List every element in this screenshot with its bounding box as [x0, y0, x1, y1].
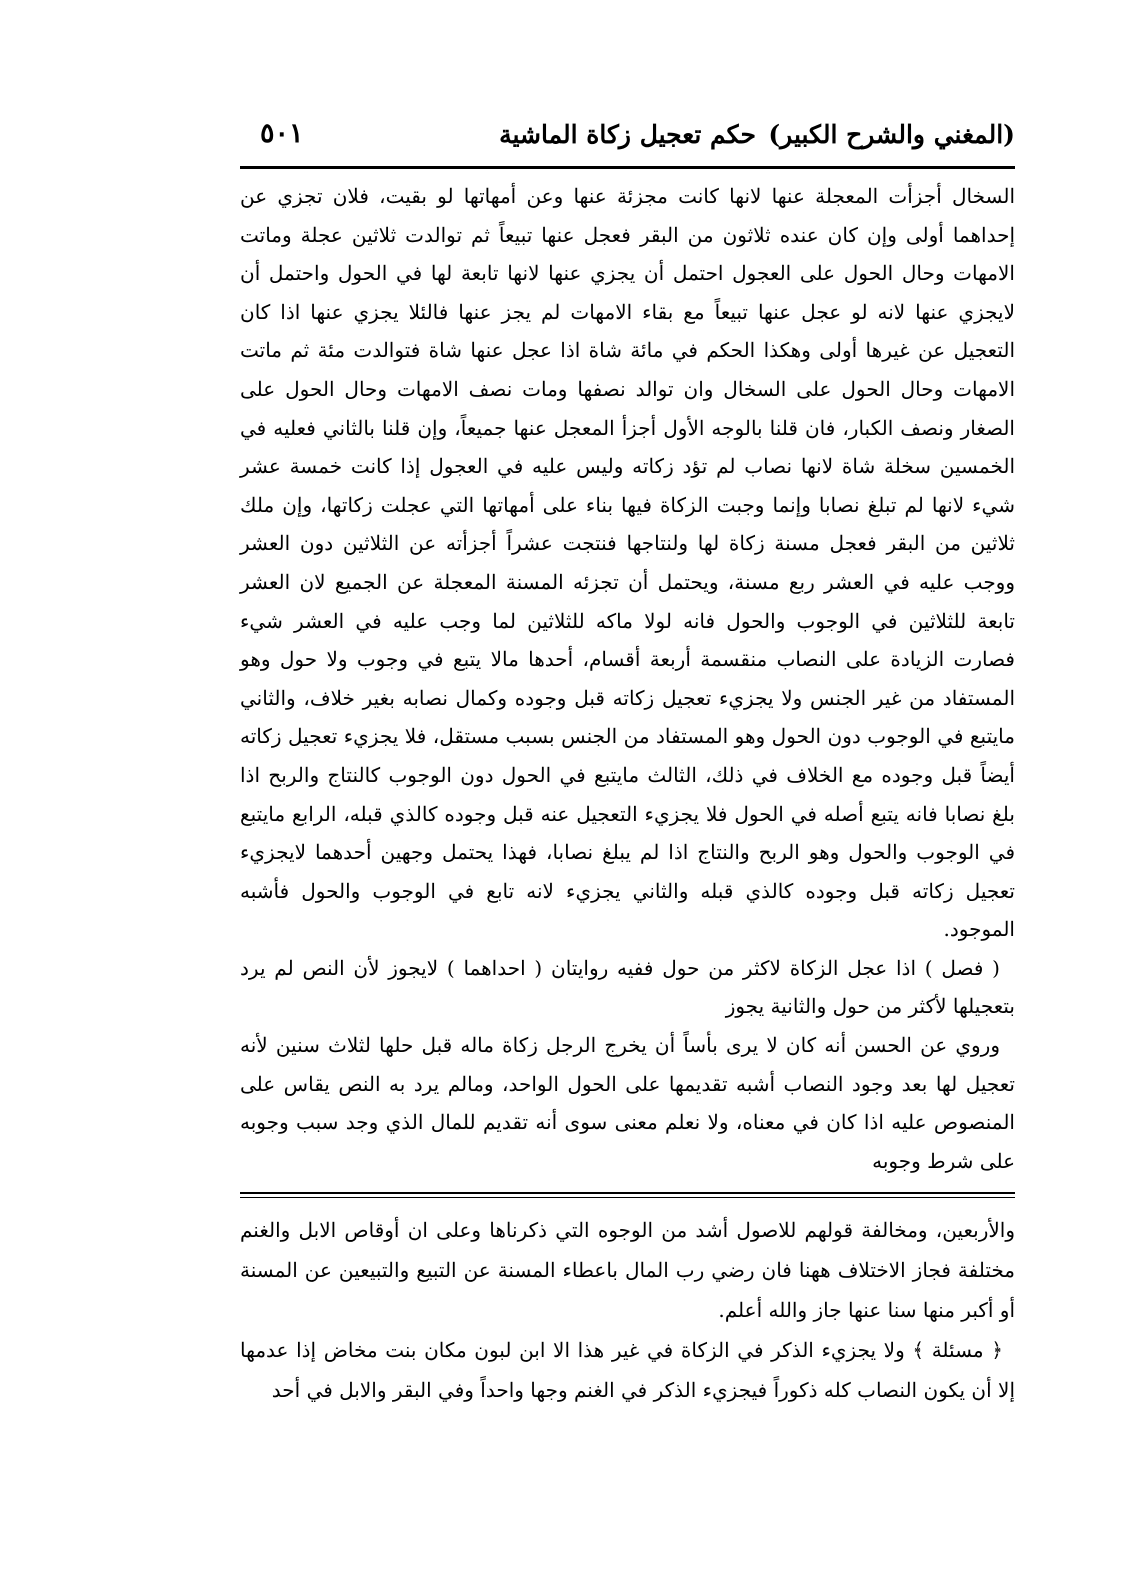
page-number: ٥٠١ [260, 118, 304, 149]
header-rule [240, 166, 1015, 169]
footnote-divider [240, 1192, 1015, 1198]
running-header [240, 120, 1015, 160]
main-text [240, 177, 1015, 1180]
commentary-paragraph: ﴿ مسئلة ﴾ ولا يجزيء الذكر في الزكاة في غير هذا الا ابن لبون مكان بنت مخاض إذا عدمها إلا أن يكون النصاب كله ذكوراً فيجزيء الذكر في الغنم وجها واحداً وفي البقر والابل في أحد [240, 1338, 1015, 1403]
main-paragraph: ( فصل ) اذا عجل الزكاة لاكثر من حول ففيه روايتان ( احداهما ) لايجوز لأن النص لم يرد بتعجيلها لأكثر من حول والثانية يجوز [240, 955, 1015, 1019]
main-paragraph: وروي عن الحسن أنه كان لا يرى بأساً أن يخرج الرجل زكاة ماله قبل حلها لثلاث سنين لأنه تعجيل لها بعد وجود النصاب أشبه تقديمها على الحول الواحد، ومالم يرد به النص يقاس على المنصوص عليه اذا كان في معناه، ولا نعلم معنى سوى أنه تقديم للمال الذي وجد سبب وجوبه على شرط وجوبه [240, 1033, 1015, 1173]
commentary-paragraph: والأربعين، ومخالفة قولهم للاصول أشد من الوجوه التي ذكرناها وعلى ان أوقاص الابل والغنم مختلفة فجاز الاختلاف ههنا فان رضي رب المال باعطاء المسنة عن التبيع والتبيعين عن المسنة أو أكبر منها سنا عنها جاز والله أعلم. [240, 1218, 1015, 1323]
book-title: (المغني والشرح الكبير) [768, 120, 1015, 149]
book-page [240, 120, 1015, 1520]
main-paragraph: السخال أجزأت المعجلة عنها لانها كانت مجزئة عنها وعن أمهاتها لو بقيت، فلان تجزي عن إحداهما أولى وإن كان عنده ثلاثون من البقر فعجل عنها تبيعاً ثم توالدت ثلاثين عجلة وماتت الامهات وحال الحول على العجول احتمل أن يجزي عنها لانها تابعة لها في الحول واحتمل أن لايجزي عنها لانه لو عجل عنها تبيعاً مع بقاء الامهات لم يجز عنها فالئلا يجزي عنها اذا كان التعجيل عن غيرها أولى وهكذا الحكم في مائة شاة اذا عجل عنها شاة فتوالدت مئة ثم ماتت الامهات وحال الحول على السخال وان توالد نصفها ومات نصف الامهات وحال الحول على الصغار ونصف الكبار، فان قلنا بالوجه الأول أجزأ المعجل عنها جميعاً، وإن قلنا بالثاني فعليه في الخمسين سخلة شاة لانها نصاب لم تؤد زكاته وليس عليه في العجول إذا كانت خمسة عشر شيء لانها لم تبلغ نصابا وإنما وجبت الزكاة فيها بناء على أمهاتها التي عجلت زكاتها، وإن ملك ثلاثين من البقر فعجل مسنة زكاة لها ولنتاجها فنتجت عشراً أجزأته عن الثلاثين دون العشر ووجب عليه في العشر ربع مسنة، ويحتمل أن تجزئه المسنة المعجلة عن الجميع لان العشر تابعة للثلاثين في الوجوب والحول فانه لولا ماكه للثلاثين لما وجب عليه في العشر شيء فصارت الزيادة على النصاب منقسمة أربعة أقسام، أحدها مالا يتبع في وجوب ولا حول وهو المستفاد من غير الجنس ولا يجزيء تعجيل زكاته قبل وجوده وكمال نصابه بغير خلاف، والثاني مايتبع في الوجوب دون الحول وهو المستفاد من الجنس بسبب مستقل، فلا يجزيء تعجيل زكاته أيضاً قبل وجوده مع الخلاف في ذلك، الثالث مايتبع في الحول دون الوجوب كالنتاج والربح اذا بلغ نصابا فانه يتبع أصله في الحول فلا يجزيء التعجيل عنه قبل وجوده كالذي قبله، الرابع مايتبع في الوجوب والحول وهو الربح والنتاج اذا لم يبلغ نصابا، فهذا يحتمل وجهين أحدهما لايجزيء تعجيل زكاته قبل وجوده كالذي قبله والثاني يجزيء لانه تابع في الوجوب والحول فأشبه الموجود. [240, 184, 1016, 942]
commentary-text [240, 1210, 1015, 1410]
chapter-title: حكم تعجيل زكاة الماشية [499, 120, 756, 149]
